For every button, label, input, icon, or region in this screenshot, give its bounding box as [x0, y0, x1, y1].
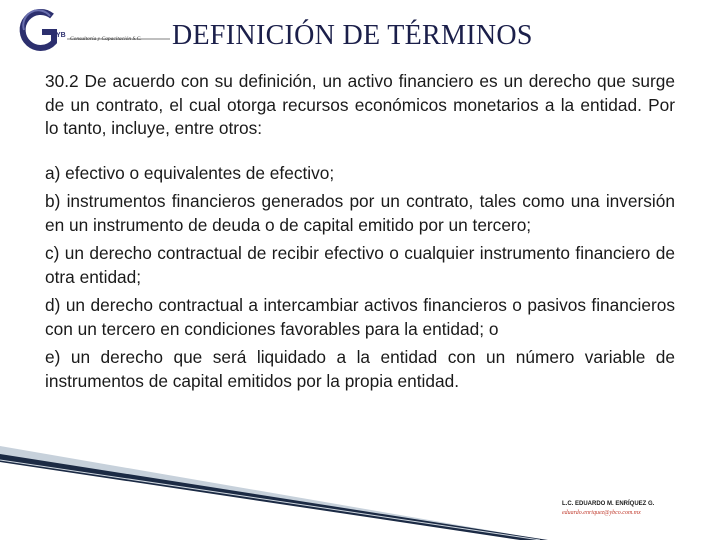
slide-content	[45, 70, 675, 398]
company-logo	[12, 8, 172, 54]
author-email: eduardo.enriquez@ybco.com.mx	[562, 510, 641, 516]
decorative-corner	[0, 440, 720, 540]
logo-subtitle: Consultoría y Capacitación S.C.	[70, 36, 142, 42]
asset-list	[45, 162, 675, 394]
list-item: c) un derecho contractual de recibir efectivo o cualquier instrumento financiero de otra entidad;	[45, 243, 675, 287]
author-name: L.C. EDUARDO M. ENRÍQUEZ G.	[562, 501, 655, 507]
list-item: a) efectivo o equivalentes de efectivo;	[45, 162, 335, 183]
intro-paragraph: 30.2 De acuerdo con su definición, un activo financiero es un derecho que surge de un contrato, el cual otorga recursos económicos monetarios a la entidad. Por lo tanto, incluye, entre otros:	[45, 71, 675, 138]
list-item: e) un derecho que será liquidado a la entidad con un número variable de instrumentos de capital emitidos por la propia entidad.	[45, 347, 675, 391]
list-item: d) un derecho contractual a intercambiar activos financieros o pasivos financieros con un tercero en condiciones favorables para la entidad; o	[45, 295, 675, 339]
page-title: DEFINICIÓN DE TÉRMINOS	[172, 20, 533, 51]
list-item: b) instrumentos financieros generados por un contrato, tales como una inversión en un instrumento de deuda o de capital emitido por un tercero;	[45, 191, 675, 235]
logo-letters: YB	[56, 32, 66, 39]
author-signature	[562, 500, 712, 518]
